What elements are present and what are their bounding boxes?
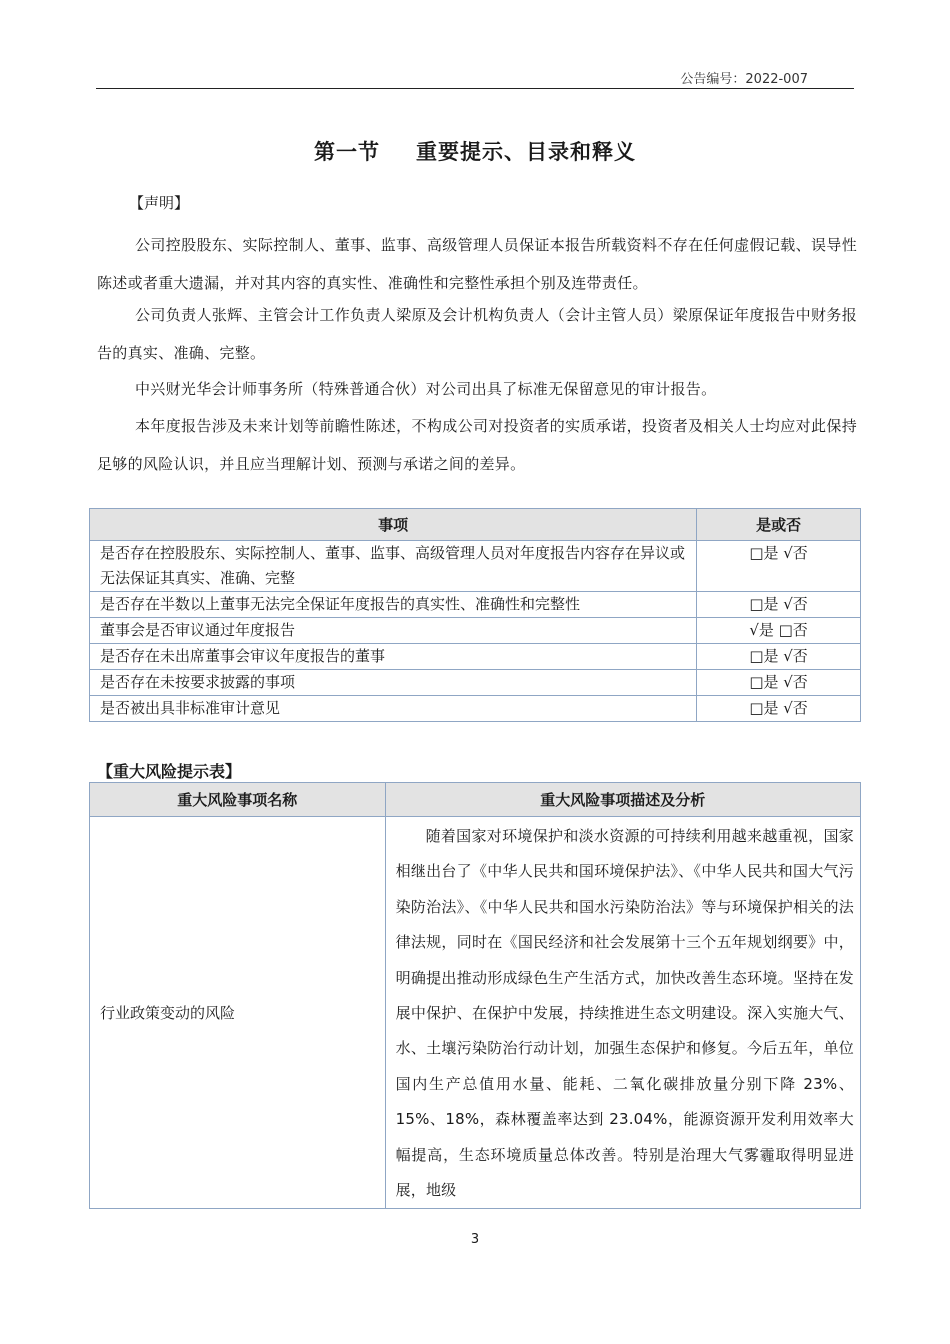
- header-divider: [96, 88, 854, 89]
- matters-table: [89, 508, 861, 722]
- table-row: [90, 696, 861, 722]
- matter-cell: 是否存在控股股东、实际控制人、董事、监事、高级管理人员对年度报告内容存在异议或无法保证其真实、准确、完整: [90, 541, 697, 592]
- declaration-paragraph: 公司负责人张辉、主管会计工作负责人梁原及会计机构负责人（会计主管人员）梁原保证年度报告中财务报告的真实、准确、完整。: [97, 306, 857, 362]
- section-heading: 重要提示、目录和释义: [416, 140, 636, 164]
- table-row: [90, 644, 861, 670]
- column-header: 是或否: [697, 509, 861, 541]
- table-row: [90, 670, 861, 696]
- yes-no-cell: □是 √否: [697, 670, 861, 696]
- risk-table-title: 【重大风险提示表】: [97, 762, 242, 781]
- matter-cell: 是否存在未出席董事会审议年度报告的董事: [90, 644, 697, 670]
- risk-name-cell: 行业政策变动的风险: [90, 817, 386, 1209]
- column-header: 重大风险事项描述及分析: [385, 783, 860, 817]
- yes-no-cell: √是 □否: [697, 618, 861, 644]
- matter-cell: 是否存在半数以上董事无法完全保证年度报告的真实性、准确性和完整性: [90, 592, 697, 618]
- risk-table: [89, 782, 861, 1209]
- declaration-paragraph: 公司控股股东、实际控制人、董事、监事、高级管理人员保证本报告所载资料不存在任何虚假记载、误导性陈述或者重大遗漏，并对其内容的真实性、准确性和完整性承担个别及连带责任。: [97, 236, 857, 292]
- yes-no-cell: □是 √否: [697, 644, 861, 670]
- column-header: 事项: [90, 509, 697, 541]
- yes-no-cell: □是 √否: [697, 696, 861, 722]
- announcement-number: 公告编号：2022-007: [680, 72, 808, 87]
- risk-description-cell: 随着国家对环境保护和淡水资源的可持续利用越来越重视，国家相继出台了《中华人民共和国环境保护法》、《中华人民共和国大气污染防治法》、《中华人民共和国水污染防治法》等与环境保护相关的法律法规，同时在《国民经济和社会发展第十三个五年规划纲要》中，明确提出推动形成绿色生产生活方式，加快改善生态环境。坚持在发展中保护、在保护中发展，持续推进生态文明建设。深入实施大气、水、土壤污染防治行动计划，加强生态保护和修复。今后五年，单位国内生产总值用水量、能耗、二氧化碳排放量分别下降 23%、15%、18%，森林覆盖率达到 23.04%，能源资源开发利用效率大幅提高，生态环境质量总体改善。特别是治理大气雾霾取得明显进展，地级: [385, 817, 860, 1209]
- declaration-paragraph: 中兴财光华会计师事务所（特殊普通合伙）对公司出具了标准无保留意见的审计报告。: [135, 380, 717, 398]
- matter-cell: 是否被出具非标准审计意见: [90, 696, 697, 722]
- table-header-row: [90, 783, 861, 817]
- section-number: 第一节: [314, 140, 380, 164]
- section-title: [0, 136, 950, 166]
- table-row: [90, 541, 861, 592]
- declaration-heading: 【声明】: [129, 194, 190, 212]
- yes-no-cell: □是 √否: [697, 592, 861, 618]
- matter-cell: 是否存在未按要求披露的事项: [90, 670, 697, 696]
- table-header-row: [90, 509, 861, 541]
- table-row: [90, 592, 861, 618]
- declaration-paragraph: 本年度报告涉及未来计划等前瞻性陈述，不构成公司对投资者的实质承诺，投资者及相关人士均应对此保持足够的风险认识，并且应当理解计划、预测与承诺之间的差异。: [97, 417, 857, 473]
- column-header: 重大风险事项名称: [90, 783, 386, 817]
- table-row: [90, 817, 861, 1209]
- page-number: 3: [470, 1232, 480, 1247]
- matter-cell: 董事会是否审议通过年度报告: [90, 618, 697, 644]
- yes-no-cell: □是 √否: [697, 541, 861, 592]
- table-row: [90, 618, 861, 644]
